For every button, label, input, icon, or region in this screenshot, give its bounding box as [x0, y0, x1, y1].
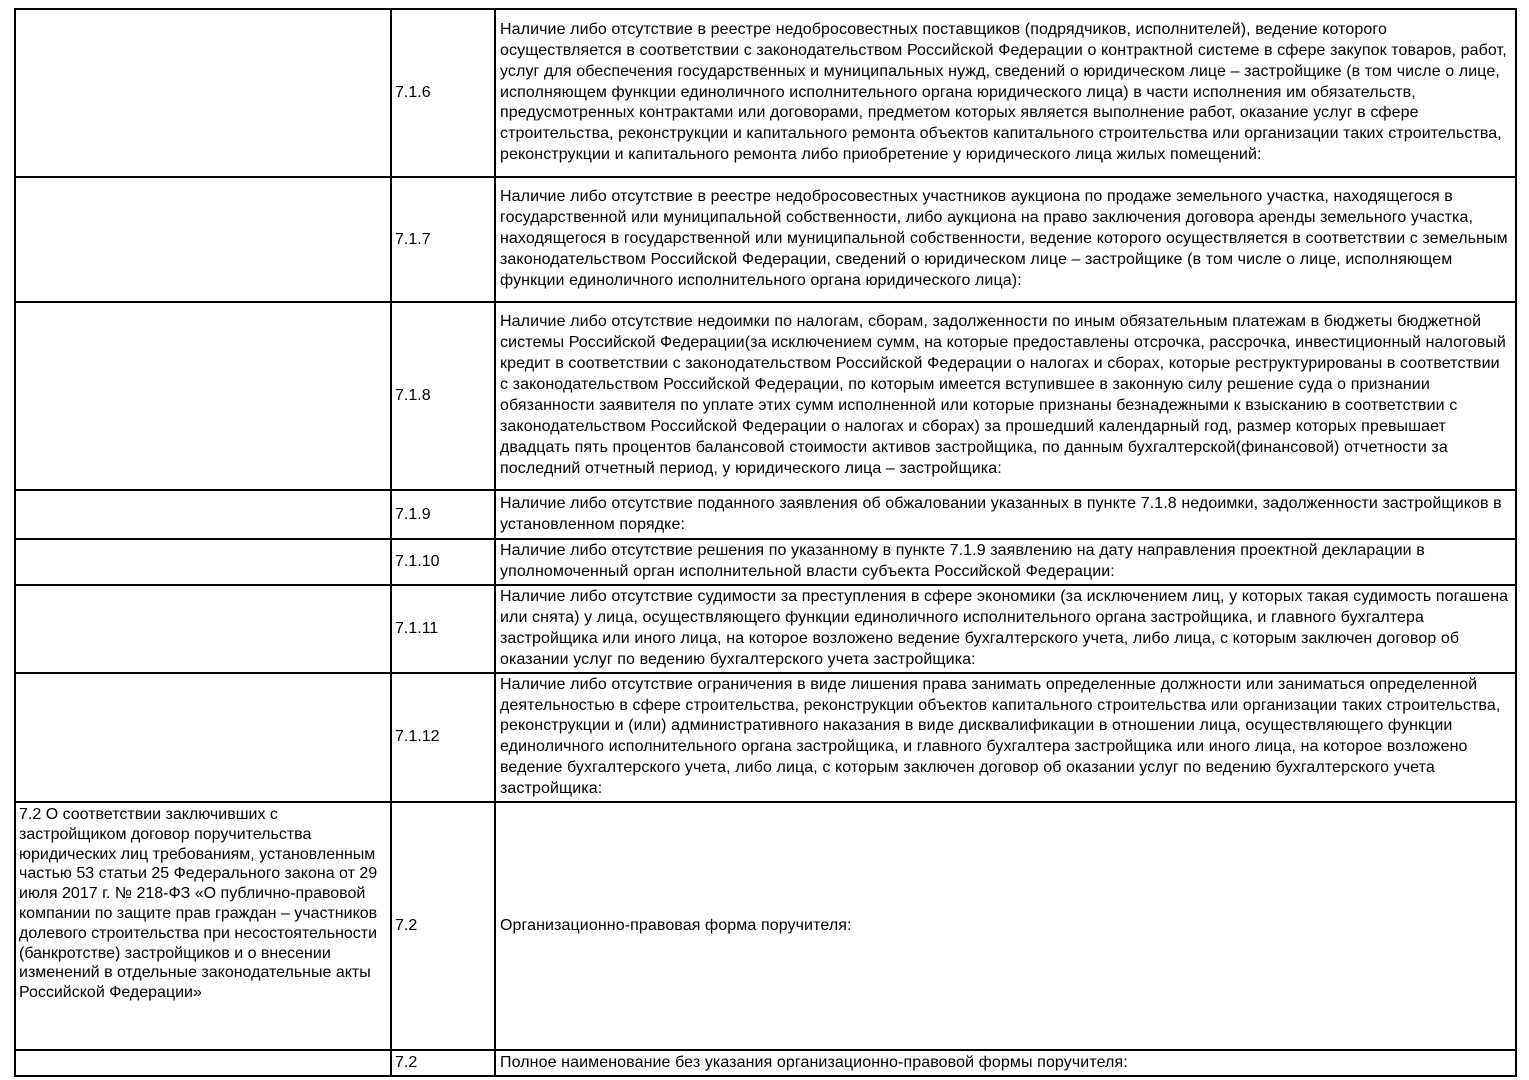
- section-cell: [15, 177, 391, 302]
- section-cell: [15, 490, 391, 539]
- section-cell: [15, 1050, 391, 1076]
- item-code: 7.1.9: [391, 490, 495, 539]
- item-code: 7.1.12: [391, 673, 495, 802]
- requirement-text: Наличие либо отсутствие судимости за преступления в сфере экономики (за исключением лиц, у которых такая судимость погашена или снята) у лица, осуществляющего функции единоличного исполнительного органа застройщика, и главного бухгалтера застройщика или иного лица, на которое возложено ведение бухгалтерского учета, либо лица, с которым заключен договор об оказании услуг по ведению бухгалтерского учета застройщика:: [495, 585, 1516, 673]
- table-row: [15, 302, 1516, 490]
- section-cell: [15, 302, 391, 490]
- item-code: 7.1.6: [391, 9, 495, 177]
- requirement-text: Полное наименование без указания организационно-правовой формы поручителя:: [495, 1050, 1516, 1076]
- item-code: 7.1.7: [391, 177, 495, 302]
- table-row: [15, 490, 1516, 539]
- section-cell: [15, 9, 391, 177]
- item-code: 7.2: [391, 802, 495, 1050]
- table-row: [15, 802, 1516, 1050]
- section-cell: [15, 539, 391, 585]
- table-row: [15, 9, 1516, 177]
- requirement-text: Организационно-правовая форма поручителя:: [495, 802, 1516, 1050]
- section-heading-7-2: 7.2 О соответствии заключивших с застройщиком договор поручительства юридических лиц требованиям, установленным частью 53 статьи 25 Федерального закона от 29 июля 2017 г. № 218-ФЗ «О публично-правовой компании по защите прав граждан – участников долевого строительства при несостоятельности (банкротстве) застройщиков и о внесении изменений в отдельные законодательные акты Российской Федерации»: [15, 802, 391, 1050]
- table-row: [15, 585, 1516, 673]
- table-row: [15, 177, 1516, 302]
- section-cell: [15, 673, 391, 802]
- table-row: [15, 539, 1516, 585]
- requirement-text: Наличие либо отсутствие недоимки по налогам, сборам, задолженности по иным обязательным платежам в бюджеты бюджетной системы Российской Федерации(за исключением сумм, на которые предоставлены отсрочка, рассрочка, инвестиционный налоговый кредит в соответствии с законодательством Российской Федерации о налогах и сборах, которые реструктурированы в соответствии с законодательством Российской Федерации, по которым имеется вступившее в законную силу решение суда о признании обязанности заявителя по уплате этих сумм исполненной или которые признаны безнадежными к взысканию в соответствии с законодательством Российской Федерации о налогах и сборах) за прошедший календарный год, размер которых превышает двадцать пять процентов балансовой стоимости активов застройщика, по данным бухгалтерской(финансовой) отчетности за последний отчетный период, у юридического лица – застройщика:: [495, 302, 1516, 490]
- requirement-text: Наличие либо отсутствие в реестре недобросовестных поставщиков (подрядчиков, исполнителей), ведение которого осуществляется в соответствии с законодательством Российской Федерации о контрактной системе в сфере закупок товаров, работ, услуг для обеспечения государственных и муниципальных нужд, сведений о юридическом лице – застройщике (в том числе о лице, исполняющем функции единоличного исполнительного органа юридического лица) в части исполнения им обязательств, предусмотренных контрактами или договорами, предметом которых является выполнение работ, оказание услуг в сфере строительства, реконструкции и капитального ремонта объектов капитального строительства или организации таких строительства, реконструкции и капитального ремонта либо приобретение у юридического лица жилых помещений:: [495, 9, 1516, 177]
- requirement-text: Наличие либо отсутствие ограничения в виде лишения права занимать определенные должности или заниматься определенной деятельностью в сфере строительства, реконструкции объектов капитального строительства или организации таких строительства, реконструкции и (или) административного наказания в виде дисквалификации в отношении лица, осуществляющего функции единоличного исполнительного органа застройщика, и главного бухгалтера застройщика или иного лица, на которое возложено ведение бухгалтерского учета, либо лица, с которым заключен договор об оказании услуг по ведению бухгалтерского учета застройщика:: [495, 673, 1516, 802]
- requirement-text: Наличие либо отсутствие в реестре недобросовестных участников аукциона по продаже земельного участка, находящегося в государственной или муниципальной собственности, либо аукциона на право заключения договора аренды земельного участка, находящегося в государственной или муниципальной собственности, ведение которого осуществляется в соответствии с земельным законодательством Российской Федерации, сведений о юридическом лице – застройщике (в том числе о лице, исполняющем функции единоличного исполнительного органа юридического лица):: [495, 177, 1516, 302]
- item-code: 7.1.10: [391, 539, 495, 585]
- item-code: 7.1.8: [391, 302, 495, 490]
- requirement-text: Наличие либо отсутствие решения по указанному в пункте 7.1.9 заявлению на дату направления проектной декларации в уполномоченный орган исполнительной власти субъекта Российской Федерации:: [495, 539, 1516, 585]
- item-code: 7.1.11: [391, 585, 495, 673]
- table-row: [15, 673, 1516, 802]
- item-code: 7.2: [391, 1050, 495, 1076]
- section-cell: [15, 585, 391, 673]
- requirement-text: Наличие либо отсутствие поданного заявления об обжаловании указанных в пункте 7.1.8 недоимки, задолженности застройщиков в установленном порядке:: [495, 490, 1516, 539]
- table-row: [15, 1050, 1516, 1076]
- declaration-table: [14, 8, 1517, 1077]
